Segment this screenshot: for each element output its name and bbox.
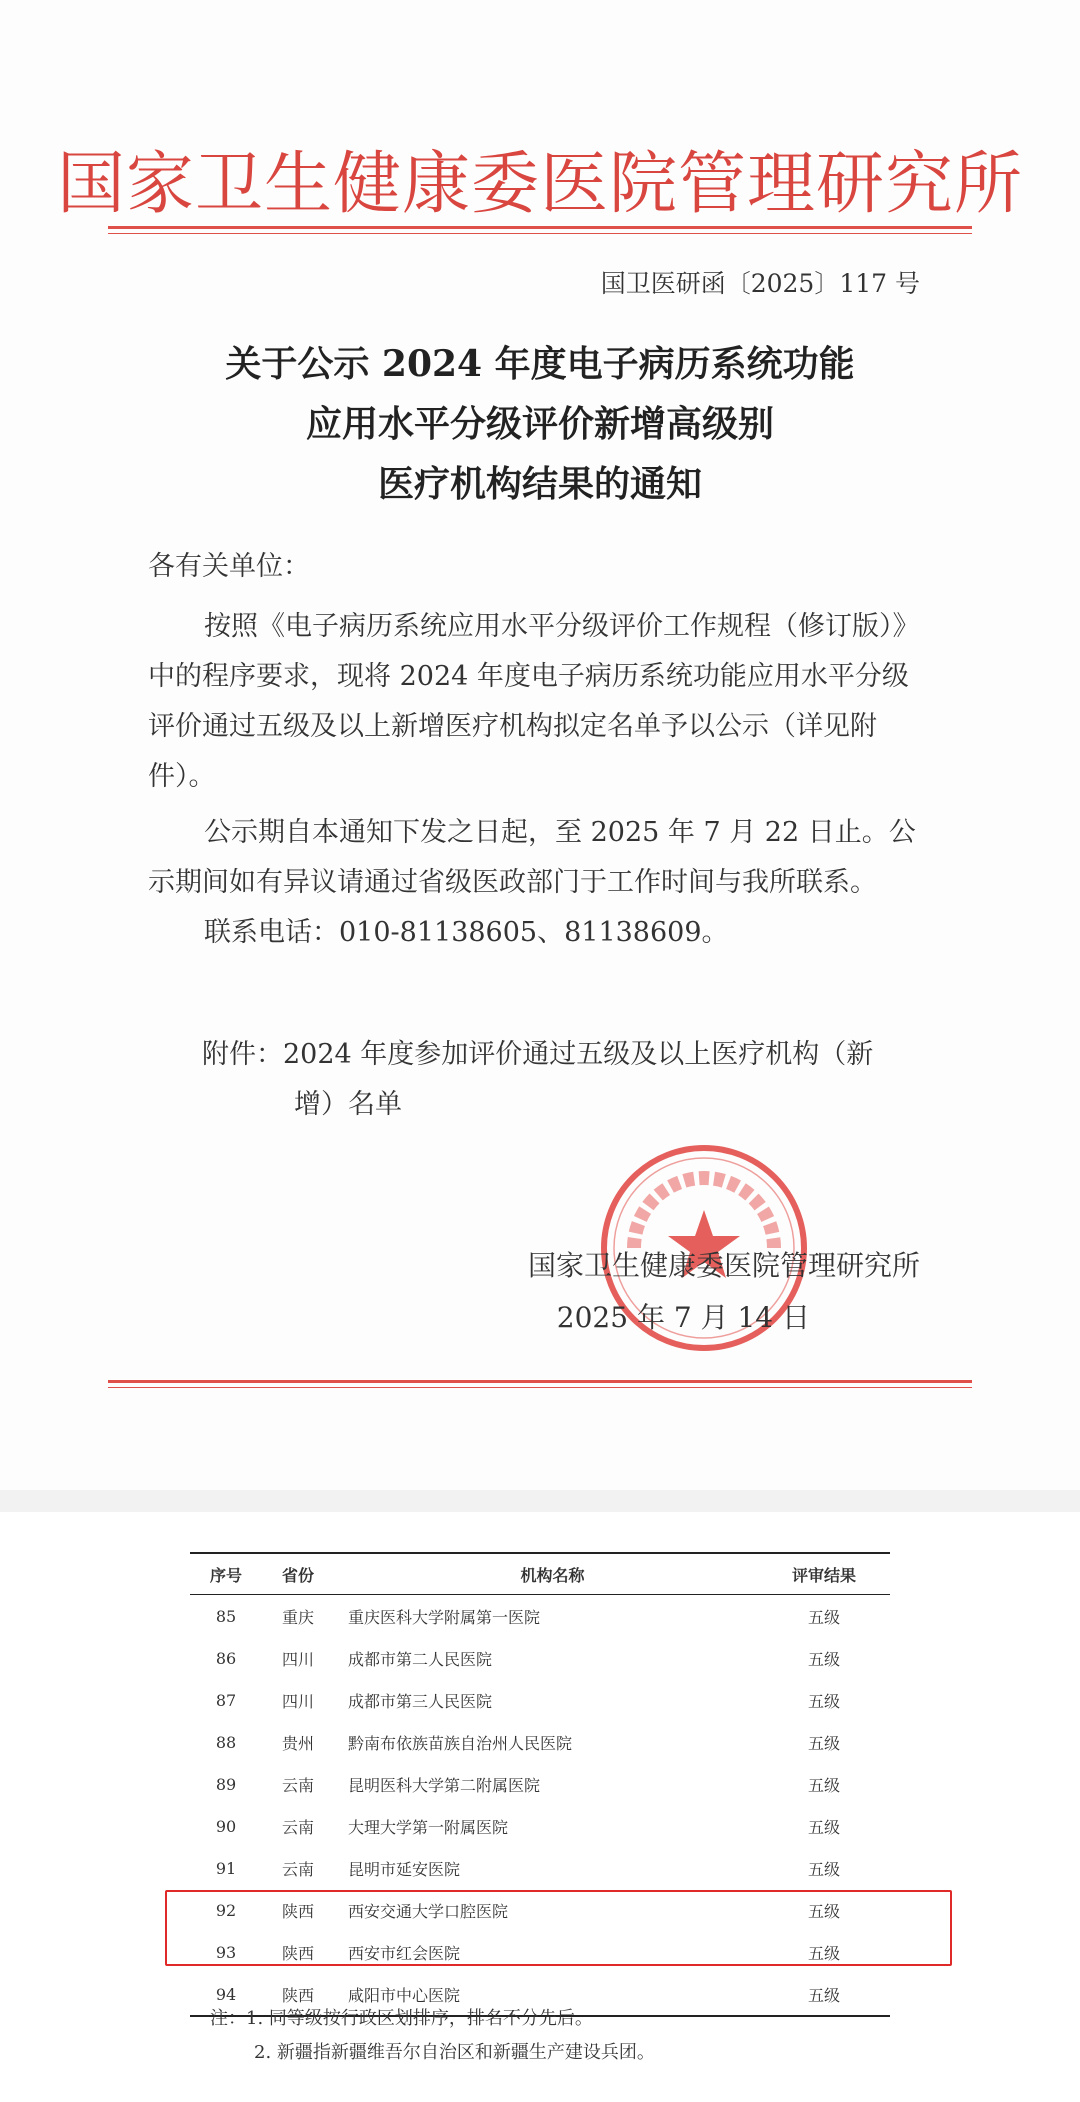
table-row: 89 云南 昆明医科大学第二附属医院 五级: [215, 1774, 840, 1795]
table-row-highlighted: 93 陕西 西安市红会医院 五级: [215, 1942, 840, 1963]
note-line: 2. 新疆指新疆维吾尔自治区和新疆生产建设兵团。: [254, 2042, 655, 2063]
title-line: 医疗机构结果的通知: [377, 463, 702, 505]
signature-date: 2025 年 7 月 14 日: [556, 1301, 810, 1334]
letterhead-title: 国家卫生健康委医院管理研究所: [56, 145, 1023, 224]
title-line: 应用水平分级评价新增高级别: [305, 403, 774, 445]
notice-title: [0, 334, 1080, 514]
header-number: 序号: [190, 1553, 262, 1595]
letterhead-rule-thin: [108, 233, 972, 234]
header-province: 省份: [262, 1553, 334, 1595]
footer-rule-thin: [108, 1387, 972, 1388]
table-header: [190, 1553, 890, 1595]
contact-phone: 联系电话：010-81138605、81138609。: [204, 917, 729, 948]
document-number: 国卫医研函〔2025〕117 号: [600, 269, 920, 298]
footer-rule: [108, 1380, 972, 1383]
attachment-text-cont: 增）名单: [294, 1089, 402, 1120]
table-row: 90 云南 大理大学第一附属医院 五级: [215, 1816, 840, 1837]
body-paragraph: 按照《电子病历系统应用水平分级评价工作规程（修订版）》中的程序要求，现将 2024 年度电子病历系统功能应用水平分级评价通过五级及以上新增医疗机构拟定名单予以公示（详见附件）。: [148, 611, 920, 792]
attachment-label: 附件：: [202, 1039, 283, 1070]
header-institution: 机构名称: [334, 1553, 758, 1595]
attachment: [202, 1030, 922, 1130]
table-row: 88 贵州 黔南布依族苗族自治州人民医院 五级: [215, 1732, 840, 1753]
attachment-table-page: [0, 1512, 1080, 2102]
notice-body: [148, 542, 928, 958]
table-row: 91 云南 昆明市延安医院 五级: [215, 1858, 840, 1879]
body-paragraph: 公示期自本通知下发之日起，至 2025 年 7 月 22 日止。公示期间如有异议请通过省级医政部门于工作时间与我所联系。: [148, 817, 916, 898]
table-notes: [210, 2002, 655, 2070]
salutation: 各有关单位：: [148, 551, 310, 582]
signature-block: [528, 1240, 920, 1344]
attachment-text[interactable]: 2024 年度参加评价通过五级及以上医疗机构（新: [283, 1039, 874, 1070]
table-row: 85 重庆 重庆医科大学附属第一医院 五级: [215, 1606, 840, 1627]
header-result: 评审结果: [758, 1553, 890, 1595]
letterhead-rule: [108, 226, 972, 229]
table-row: 92 陕西 西安交通大学口腔医院 五级: [215, 1900, 840, 1921]
highlight-box: [165, 1890, 952, 1966]
signature-org: 国家卫生健康委医院管理研究所: [527, 1249, 920, 1282]
table-row: 94 陕西 咸阳市中心医院 五级: [190, 1973, 890, 2016]
title-line: 关于公示 2024 年度电子病历系统功能: [225, 343, 855, 385]
table-row: 86 四川 成都市第二人民医院 五级: [215, 1648, 840, 1669]
table-row: 87 四川 成都市第三人民医院 五级: [215, 1690, 840, 1711]
note-line: 注：1. 同等级按行政区划排序，排名不分先后。: [210, 2008, 593, 2029]
